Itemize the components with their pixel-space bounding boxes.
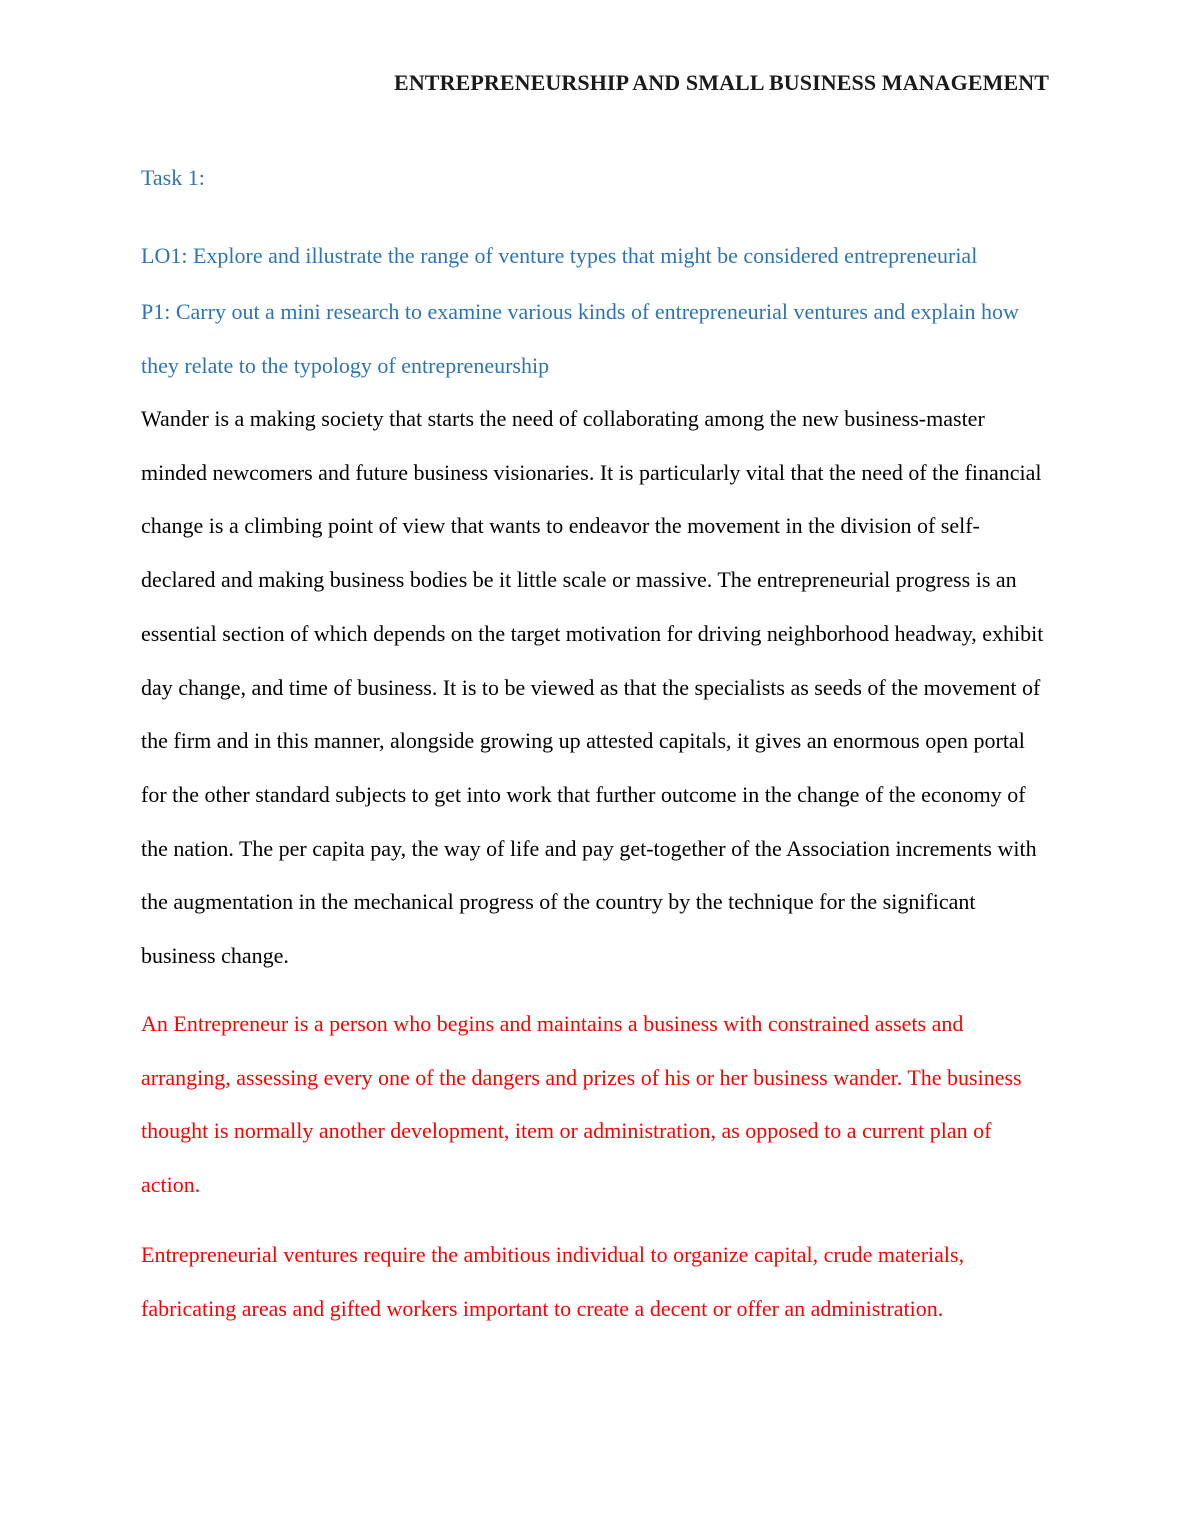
red-paragraph-ventures: Entrepreneurial ventures require the ambitious individual to organize capital, crude materials, fabricating areas and gifted workers important to create a decent or offer an administration. — [141, 1242, 965, 1321]
red-paragraph-entrepreneur: An Entrepreneur is a person who begins and maintains a business with constrained assets and arranging, assessing every one of the dangers and prizes of his or her business wander. The business thought is normally another development, item or administration, as opposed to a current plan of action. — [141, 1011, 1022, 1198]
body-paragraph: Wander is a making society that starts the need of collaborating among the new business-master minded newcomers and future business visionaries. It is particularly vital that the need of the financial change is a climbing point of view that wants to endeavor the movement in the division of self-declared and making business bodies be it little scale or massive. The entrepreneurial progress is an essential section of which depends on the target motivation for driving neighborhood headway, exhibit day change, and time of business. It is to be viewed as that the specialists as seeds of the movement of the firm and in this manner, alongside growing up attested capitals, it gives an enormous open portal for the other standard subjects to get into work that further outcome in the change of the economy of the nation. The per capita pay, the way of life and pay get-together of the Association increments with the augmentation in the mechanical progress of the country by the technique for the significant business change. — [141, 406, 1044, 969]
lo1-heading: LO1: Explore and illustrate the range of venture types that might be considered entrepreneurial — [141, 243, 978, 268]
running-header: ENTREPRENEURSHIP AND SMALL BUSINESS MANAGEMENT — [394, 70, 1049, 95]
task-heading: Task 1: — [141, 165, 205, 190]
p1-heading: P1: Carry out a mini research to examine various kinds of entrepreneurial ventures and explain how they relate to the typology of entrepreneurship — [141, 299, 1019, 378]
